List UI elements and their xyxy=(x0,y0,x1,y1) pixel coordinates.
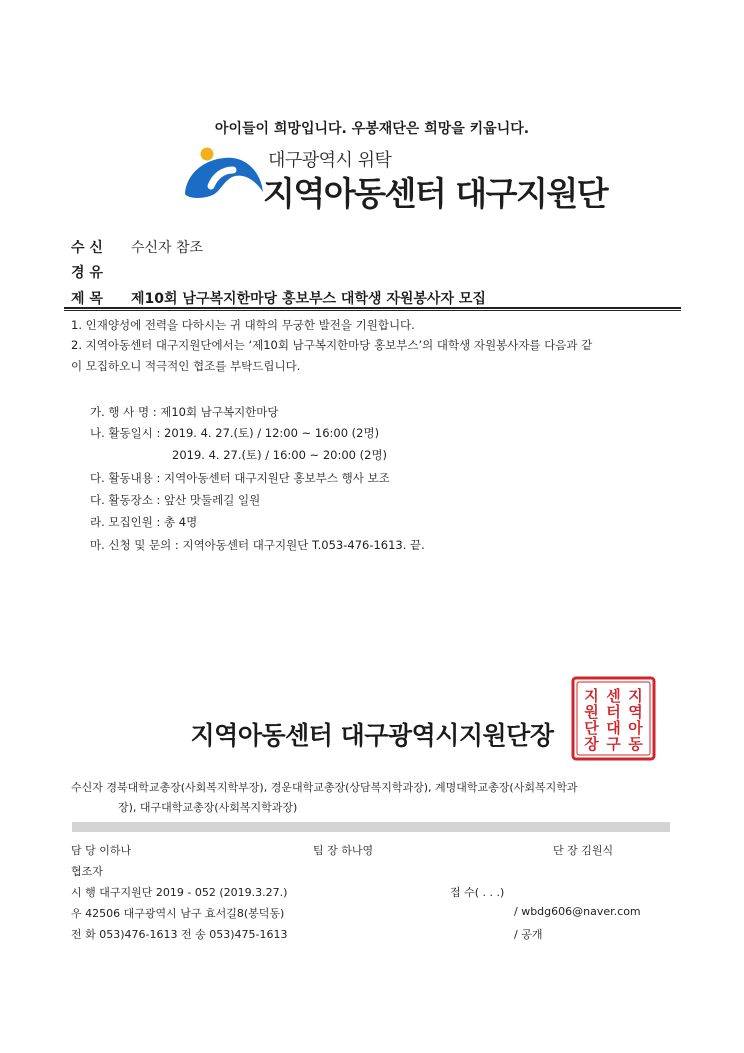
body-line-3: 이 모집하오니 적극적인 협조를 부탁드립니다. xyxy=(71,359,301,373)
svg-text:센터대구: 센터대구 xyxy=(604,688,622,752)
staff-in-charge: 담 당 이하나 xyxy=(71,844,132,857)
sender-name: 지역아동센터 대구광역시지원단장 xyxy=(190,721,554,750)
svg-text:지역아동: 지역아동 xyxy=(626,688,644,752)
divider-bar xyxy=(72,822,670,832)
email-address: / wbdg606@naver.com xyxy=(514,905,641,918)
via-label: 경 유 xyxy=(71,265,103,281)
logo-subtitle: 대구광역시 위탁 xyxy=(268,150,392,171)
subject-value: 제10회 남구복지한마당 홍보부스 대학생 자원봉사자 모집 xyxy=(131,291,486,307)
cooperator-label: 협조자 xyxy=(71,865,103,878)
subject-rule-thin xyxy=(64,310,681,311)
item-date-1: 나. 활동일시 : 2019. 4. 27.(토) / 12:00 ~ 16:00 (2명) xyxy=(90,426,380,440)
body-line-1: 1. 인재양성에 전력을 다하시는 귀 대학의 무궁한 발전을 기원합니다. xyxy=(71,318,415,332)
item-event: 가. 행 사 명 : 제10회 남구복지한마당 xyxy=(90,405,279,419)
recipients-line-1: 수신자 경북대학교총장(사회복지학부장), 경운대학교총장(상담복지학과장), 계명대학교총장(사회복지학과 xyxy=(71,781,578,794)
logo-title: 지역아동센터 대구지원단 xyxy=(263,174,608,213)
enforcement-number: 시 행 대구지원단 2019 - 052 (2019.3.27.) xyxy=(71,886,288,899)
logo-icon xyxy=(183,146,265,200)
item-content: 다. 활동내용 : 지역아동센터 대구지원단 홍보부스 행사 보조 xyxy=(90,471,390,485)
item-date-2: 2019. 4. 27.(토) / 16:00 ~ 20:00 (2명) xyxy=(172,448,388,462)
item-place: 다. 활동장소 : 앞산 맛둘레길 일원 xyxy=(90,493,261,507)
team-leader: 팀 장 하나영 xyxy=(313,844,374,857)
receipt-number: 접 수( . . .) xyxy=(450,886,505,899)
recipient-label: 수 신 xyxy=(71,240,103,256)
subject-rule xyxy=(64,307,681,309)
body-line-2: 2. 지역아동센터 대구지원단에서는 ‘제10회 남구복지한마당 홍보부스’의 대학생 자원봉사자를 다음과 같 xyxy=(71,338,593,352)
item-contact: 마. 신청 및 문의 : 지역아동센터 대구지원단 T.053-476-1613. 끝. xyxy=(90,538,425,552)
recipients-line-2: 장), 대구대학교총장(사회복지학과장) xyxy=(118,801,298,814)
phone-fax: 전 화 053)476-1613 전 송 053)475-1613 xyxy=(71,928,288,941)
director: 단 장 김원식 xyxy=(553,844,614,857)
subject-label: 제 목 xyxy=(71,291,103,307)
slogan: 아이들이 희망입니다. 우봉재단은 희망을 키웁니다. xyxy=(214,121,530,137)
disclosure-status: / 공개 xyxy=(514,928,543,941)
svg-text:지원단장: 지원단장 xyxy=(582,688,600,752)
item-count: 라. 모집인원 : 총 4명 xyxy=(90,515,198,529)
postal-address: 우 42506 대구광역시 남구 효서길8(봉덕동) xyxy=(71,907,285,920)
recipient-value: 수신자 참조 xyxy=(131,240,204,256)
